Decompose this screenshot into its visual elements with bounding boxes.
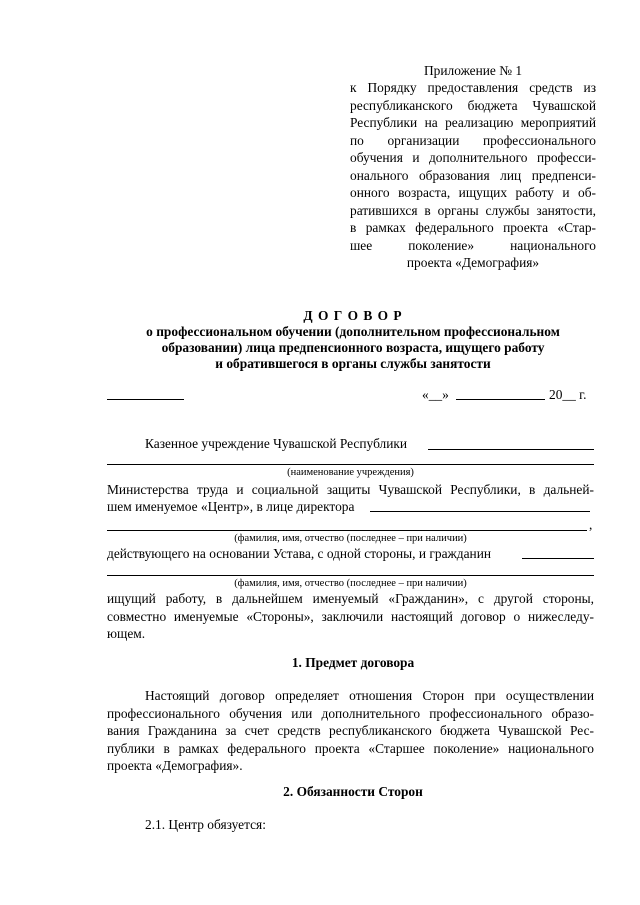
paragraph-line: вания Гражданина за счет средств республиканского бюджета Чувашской Рес-	[107, 723, 594, 738]
appendix-line: по организации профессионального	[350, 132, 596, 148]
citizen-name-line	[107, 575, 594, 576]
institution-blank	[428, 449, 594, 450]
date-year: 20__ г.	[549, 387, 587, 402]
director-comma: ,	[589, 517, 593, 532]
section1-heading: 1. Предмет договора	[291, 655, 415, 670]
caption-director: (фамилия, имя, отчество (последнее – при наличии)	[234, 533, 467, 544]
paragraph-line: ющем.	[107, 626, 146, 641]
paragraph-line: проекта «Демография».	[107, 758, 243, 773]
contract-subtitle: образовании) лица предпенсионного возраста, ищущего работу	[161, 340, 545, 355]
paragraph-line: публики в рамках федерального проекта «Старшее поколение» национального	[107, 740, 594, 756]
acting-line: действующего на основании Устава, с одной стороны, и гражданин	[107, 546, 492, 561]
contract-subtitle: о профессиональном обучении (дополнительном профессиональном	[146, 324, 560, 339]
ministry-line: шем именуемое «Центр», в лице директора	[107, 499, 355, 514]
date-quote: «__»	[422, 387, 449, 402]
director-name-line	[107, 530, 587, 531]
appendix-line: онального образования лиц предпенси-	[350, 167, 596, 183]
appendix-line: в рамках федерального проекта «Стар-	[350, 220, 596, 235]
appendix-line: республиканского бюджета Чувашской	[350, 97, 596, 113]
caption-institution: (наименование учреждения)	[287, 467, 414, 478]
appendix-line: к Порядку предоставления средств из	[350, 80, 596, 95]
date-month-blank	[456, 399, 545, 400]
appendix-line: обучения и дополнительного професси-	[350, 150, 596, 165]
appendix-line: Республики на реализацию мероприятий	[350, 115, 596, 130]
ministry-line: Министерства труда и социальной защиты Чувашской Республики, в дальней-	[107, 482, 594, 497]
appendix-line: шее поколение» национального	[350, 237, 596, 253]
appendix-line: ратившихся в органы службы занятости,	[350, 202, 596, 218]
item-2-1: 2.1. Центр обязуется:	[145, 817, 266, 832]
appendix-line: проекта «Демография»	[406, 255, 540, 270]
institution-label: Казенное учреждение Чувашской Республики	[145, 436, 408, 451]
section1-paragraph	[107, 687, 594, 775]
appendix-title: Приложение № 1	[424, 63, 523, 78]
appendix-text	[350, 79, 596, 272]
caption-citizen: (фамилия, имя, отчество (последнее – при наличии)	[234, 578, 467, 589]
section2-heading: 2. Обязанности Сторон	[283, 784, 423, 799]
appendix-line: онного возраста, ищущих работу и об-	[350, 185, 596, 200]
institution-name-line	[107, 464, 594, 465]
paragraph-line: ищущий работу, в дальнейшем именуемый «Гражданин», с другой стороны,	[107, 591, 594, 606]
paragraph-line: совместно именуемые «Стороны», заключили настоящий договор о нижеследу-	[107, 608, 594, 624]
paragraph-line: профессионального обучения или дополнительного профессионального образо-	[107, 705, 594, 721]
contract-title: Д О Г О В О Р	[303, 308, 403, 323]
paragraph-line: Настоящий договор определяет отношения Сторон при осуществлении	[145, 688, 594, 703]
parties-paragraph	[107, 590, 594, 643]
place-blank	[107, 399, 184, 400]
contract-subtitle: и обратившегося в органы службы занятости	[215, 356, 491, 371]
director-blank	[370, 511, 590, 512]
citizen-blank	[522, 558, 594, 559]
